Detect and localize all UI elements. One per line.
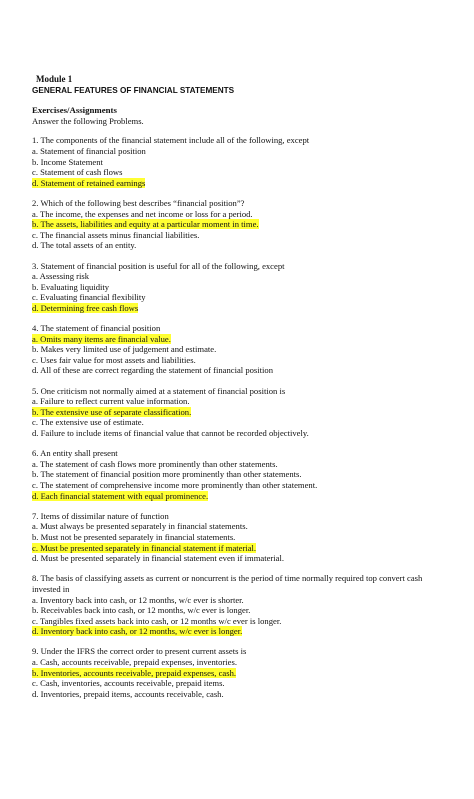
answer-option: [32, 167, 452, 178]
question-stem: 2. Which of the following best describes “financial position”?: [32, 197, 245, 208]
option-text: d. Must be presented separately in financial statement even if immaterial.: [32, 553, 284, 564]
option-text: a. Assessing risk: [32, 271, 90, 282]
question-stem: 6. An entity shall present: [32, 448, 118, 459]
answer-option: [32, 209, 452, 220]
option-text: a. Failure to reflect current value information.: [32, 396, 190, 407]
option-text: a. Cash, accounts receivable, prepaid expenses, inventories.: [32, 657, 237, 668]
option-text: b. The statement of financial position more prominently than other statements.: [32, 469, 302, 480]
answer-option: [32, 469, 452, 480]
answer-option: [32, 491, 452, 502]
question-5: [32, 386, 452, 439]
answer-option: [32, 292, 452, 303]
option-text: b. Must not be presented separately in financial statements.: [32, 531, 236, 542]
answer-option: [32, 146, 452, 157]
answer-option: [32, 605, 452, 616]
option-text: a. The income, the expenses and net income or loss for a period.: [32, 208, 253, 219]
highlighted-answer: c. Must be presented separately in financial statement if material.: [32, 542, 257, 553]
option-text: a. The statement of cash flows more prominently than other statements.: [32, 458, 278, 469]
answer-option: [32, 678, 452, 689]
answer-option: [32, 407, 452, 418]
answer-option: [32, 157, 452, 168]
option-text: c. Evaluating financial flexibility: [32, 292, 146, 303]
option-text: b. Receivables back into cash, or 12 months, w/c ever is longer.: [32, 605, 251, 616]
option-text: b. Makes very limited use of judgement and estimate.: [32, 344, 217, 355]
question-list: [32, 135, 452, 699]
answer-option: [32, 521, 452, 532]
answer-option: [32, 178, 452, 189]
answer-option: [32, 480, 452, 491]
document-body: [32, 74, 452, 709]
answer-option: [32, 616, 452, 627]
option-text: a. Statement of financial position: [32, 145, 146, 156]
answer-option: [32, 219, 452, 230]
instructions-text: Answer the following Problems.: [32, 115, 144, 126]
answer-option: [32, 303, 452, 314]
answer-option: [32, 230, 452, 241]
document-title: GENERAL FEATURES OF FINANCIAL STATEMENTS: [32, 86, 235, 95]
answer-option: [32, 595, 452, 606]
option-text: a. Inventory back into cash, or 12 months, w/c ever is shorter.: [32, 594, 244, 605]
answer-option: [32, 657, 452, 668]
answer-option: [32, 240, 452, 251]
answer-option: [32, 271, 452, 282]
option-text: b. Income Statement: [32, 156, 103, 167]
highlighted-answer: d. Determining free cash flows: [32, 302, 139, 313]
option-text: c. The financial assets minus financial liabilities.: [32, 229, 200, 240]
answer-option: [32, 282, 452, 293]
answer-option: [32, 417, 452, 428]
question-7: [32, 511, 452, 564]
question-6: [32, 448, 452, 501]
highlighted-answer: d. Inventory back into cash, or 12 months, w/c ever is longer.: [32, 626, 243, 637]
option-text: d. The total assets of an entity.: [32, 240, 137, 251]
highlighted-answer: d. Each financial statement with equal prominence.: [32, 490, 209, 501]
option-text: d. All of these are correct regarding the statement of financial position: [32, 365, 274, 376]
module-label: Module 1: [36, 74, 73, 84]
answer-option: [32, 689, 452, 700]
option-text: b. Evaluating liquidity: [32, 281, 110, 292]
answer-option: [32, 668, 452, 679]
answer-option: [32, 532, 452, 543]
option-text: c. Tangibles fixed assets back into cash, or 12 months w/c ever is longer.: [32, 615, 282, 626]
question-9: [32, 646, 452, 699]
question-stem: 5. One criticism not normally aimed at a statement of financial position is: [32, 385, 286, 396]
answer-option: [32, 459, 452, 470]
answer-option: [32, 428, 452, 439]
answer-option: [32, 553, 452, 564]
question-3: [32, 261, 452, 314]
question-stem: 8. The basis of classifying assets as current or noncurrent is the period of time normally required top convert cash invested in: [32, 573, 423, 594]
option-text: a. Must always be presented separately in financial statements.: [32, 521, 248, 532]
answer-option: [32, 344, 452, 355]
question-stem: 3. Statement of financial position is useful for all of the following, except: [32, 260, 285, 271]
option-text: c. The extensive use of estimate.: [32, 417, 144, 428]
answer-option: [32, 334, 452, 345]
question-1: [32, 135, 452, 188]
option-text: c. The statement of comprehensive income more prominently than other statement.: [32, 479, 318, 490]
option-text: d. Failure to include items of financial value that cannot be recorded objectively.: [32, 428, 309, 439]
answer-option: [32, 355, 452, 366]
option-text: c. Statement of cash flows: [32, 167, 123, 178]
option-text: c. Cash, inventories, accounts receivable, prepaid items.: [32, 678, 225, 689]
highlighted-answer: a. Omits many items are financial value.: [32, 333, 171, 344]
question-8: [32, 573, 452, 637]
answer-option: [32, 543, 452, 554]
highlighted-answer: b. The extensive use of separate classification.: [32, 406, 192, 417]
question-stem: 7. Items of dissimilar nature of function: [32, 510, 169, 521]
highlighted-answer: b. The assets, liabilities and equity at a particular moment in time.: [32, 219, 259, 230]
question-stem: 1. The components of the financial statement include all of the following, except: [32, 135, 310, 146]
question-4: [32, 323, 452, 376]
answer-option: [32, 365, 452, 376]
question-2: [32, 198, 452, 251]
option-text: d. Inventories, prepaid items, accounts receivable, cash.: [32, 688, 224, 699]
answer-option: [32, 626, 452, 637]
question-stem: 9. Under the IFRS the correct order to present current assets is: [32, 646, 247, 657]
highlighted-answer: d. Statement of retained earnings: [32, 177, 146, 188]
highlighted-answer: b. Inventories, accounts receivable, prepaid expenses, cash.: [32, 667, 237, 678]
section-heading: Exercises/Assignments: [32, 105, 117, 115]
answer-option: [32, 396, 452, 407]
question-stem: 4. The statement of financial position: [32, 323, 161, 334]
option-text: c. Uses fair value for most assets and liabilities.: [32, 354, 196, 365]
